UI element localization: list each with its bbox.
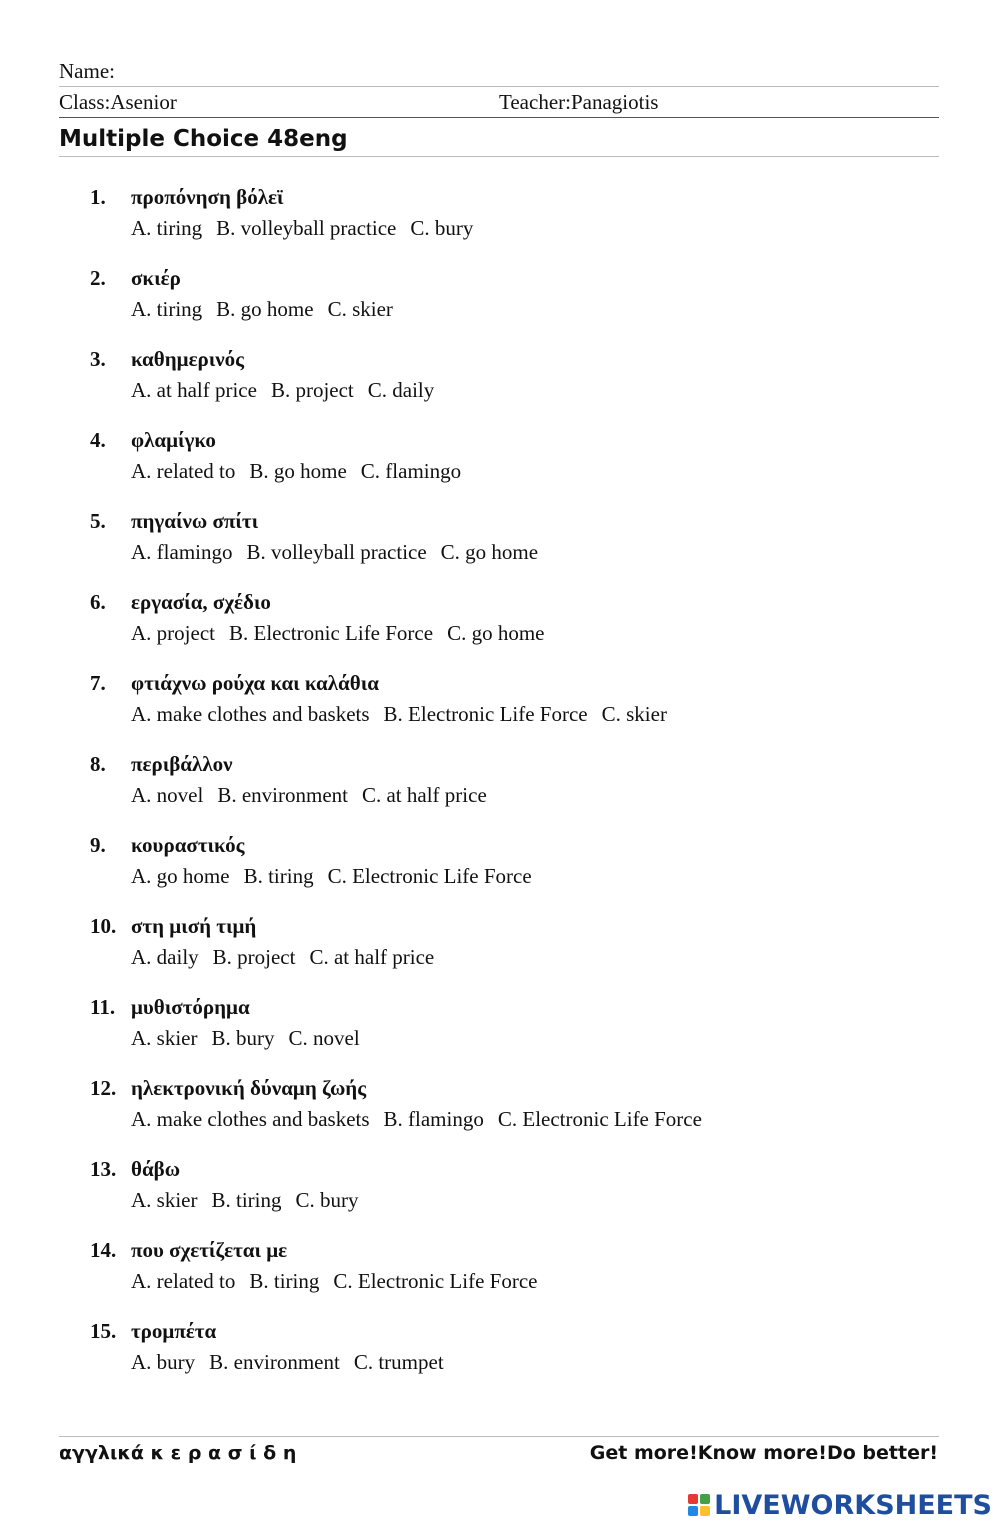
worksheet-title: Multiple Choice 48eng xyxy=(59,122,939,157)
question-text: σκιέρ xyxy=(131,266,181,290)
answer-options xyxy=(131,537,552,567)
liveworksheets-logo-text: LIVEWORKSHEETS xyxy=(714,1489,992,1521)
question-item xyxy=(0,911,1000,992)
answer-option[interactable]: B. flamingo xyxy=(383,1107,484,1131)
answer-option[interactable]: C. daily xyxy=(367,378,435,402)
question-item xyxy=(0,749,1000,830)
question-number: 5. xyxy=(90,509,106,533)
answer-option[interactable]: C. Electronic Life Force xyxy=(333,1269,538,1293)
teacher-label: Teacher:Panagiotis xyxy=(499,90,659,114)
answer-option[interactable]: A. skier xyxy=(131,1026,198,1050)
question-number: 8. xyxy=(90,752,106,776)
answer-options xyxy=(131,780,501,810)
question-text: καθημερινός xyxy=(131,347,245,371)
answer-options xyxy=(131,618,559,648)
question-number: 7. xyxy=(90,671,106,695)
answer-options xyxy=(131,861,546,891)
answer-options xyxy=(131,1023,374,1053)
question-text: μυθιστόρημα xyxy=(131,995,250,1019)
class-label: Class:Asenior xyxy=(59,90,177,114)
question-number: 10. xyxy=(90,914,117,938)
question-item xyxy=(0,587,1000,668)
answer-option[interactable]: C. at half price xyxy=(361,783,487,807)
question-number: 9. xyxy=(90,833,106,857)
answer-options xyxy=(131,699,681,729)
answer-options xyxy=(131,213,487,243)
answer-option[interactable]: C. skier xyxy=(601,702,667,726)
answer-option[interactable]: B. project xyxy=(270,378,354,402)
question-number: 3. xyxy=(90,347,106,371)
question-item xyxy=(0,992,1000,1073)
answer-option[interactable]: A. go home xyxy=(131,864,230,888)
answer-option[interactable]: B. tiring xyxy=(211,1188,282,1212)
answer-option[interactable]: C. at half price xyxy=(309,945,435,969)
answer-option[interactable]: C. trumpet xyxy=(353,1350,444,1374)
answer-option[interactable]: C. bury xyxy=(410,216,474,240)
answer-option[interactable]: B. tiring xyxy=(243,864,314,888)
answer-option[interactable]: C. skier xyxy=(327,297,393,321)
answer-option[interactable]: A. make clothes and baskets xyxy=(131,702,370,726)
question-number: 13. xyxy=(90,1157,117,1181)
answer-option[interactable]: C. go home xyxy=(440,540,539,564)
answer-option[interactable]: A. tiring xyxy=(131,216,203,240)
answer-option[interactable]: A. skier xyxy=(131,1188,198,1212)
question-number: 1. xyxy=(90,185,106,209)
answer-options xyxy=(131,1185,373,1215)
question-text: προπόνηση βόλεϊ xyxy=(131,185,284,209)
logo-square-green xyxy=(700,1494,710,1504)
liveworksheets-logo-icon xyxy=(688,1494,710,1516)
answer-options xyxy=(131,1266,551,1296)
answer-option[interactable]: C. Electronic Life Force xyxy=(497,1107,702,1131)
question-text: πηγαίνω σπίτι xyxy=(131,509,259,533)
question-item xyxy=(0,506,1000,587)
answer-option[interactable]: A. tiring xyxy=(131,297,203,321)
answer-option[interactable]: A. daily xyxy=(131,945,199,969)
question-item xyxy=(0,344,1000,425)
answer-option[interactable]: B. go home xyxy=(249,459,347,483)
question-text: τρομπέτα xyxy=(131,1319,217,1343)
footer-slogan: Get more!Know more!Do better! xyxy=(589,1442,938,1464)
name-label: Name: xyxy=(59,59,115,83)
question-number: 15. xyxy=(90,1319,117,1343)
footer-left-text: αγγλικά κ ε ρ α σ ί δ η xyxy=(59,1442,297,1464)
answer-option[interactable]: B. volleyball practice xyxy=(216,216,397,240)
answer-option[interactable]: A. make clothes and baskets xyxy=(131,1107,370,1131)
question-item xyxy=(0,830,1000,911)
logo-square-yellow xyxy=(700,1506,710,1516)
answer-option[interactable]: B. bury xyxy=(211,1026,275,1050)
footer-divider xyxy=(59,1436,939,1437)
question-number: 14. xyxy=(90,1238,117,1262)
question-text: που σχετίζεται με xyxy=(131,1238,288,1262)
question-item xyxy=(0,263,1000,344)
answer-option[interactable]: A. bury xyxy=(131,1350,196,1374)
answer-option[interactable]: B. environment xyxy=(217,783,348,807)
logo-square-red xyxy=(688,1494,698,1504)
question-item xyxy=(0,1316,1000,1397)
answer-option[interactable]: C. flamingo xyxy=(360,459,462,483)
question-number: 2. xyxy=(90,266,106,290)
question-number: 11. xyxy=(90,995,116,1019)
question-item xyxy=(0,1154,1000,1235)
answer-option[interactable]: B. go home xyxy=(216,297,314,321)
answer-option[interactable]: B. volleyball practice xyxy=(246,540,427,564)
answer-option[interactable]: C. go home xyxy=(447,621,545,645)
question-item xyxy=(0,182,1000,263)
logo-square-blue xyxy=(688,1506,698,1516)
question-text: ηλεκτρονική δύναμη ζωής xyxy=(131,1076,367,1100)
question-text: κουραστικός xyxy=(131,833,245,857)
answer-options xyxy=(131,1347,458,1377)
answer-option[interactable]: B. Electronic Life Force xyxy=(383,702,588,726)
question-list xyxy=(0,182,1000,1397)
answer-option[interactable]: C. Electronic Life Force xyxy=(327,864,532,888)
answer-option[interactable]: A. related to xyxy=(131,1269,236,1293)
question-number: 6. xyxy=(90,590,106,614)
question-number: 4. xyxy=(90,428,106,452)
answer-options xyxy=(131,375,448,405)
liveworksheets-logo xyxy=(688,1488,992,1522)
question-item xyxy=(0,1073,1000,1154)
answer-option[interactable]: B. environment xyxy=(209,1350,340,1374)
question-text: φτιάχνω ρούχα και καλάθια xyxy=(131,671,379,695)
answer-options xyxy=(131,294,407,324)
answer-options xyxy=(131,942,448,972)
answer-option[interactable]: A. related to xyxy=(131,459,236,483)
question-text: περιβάλλον xyxy=(131,752,233,776)
answer-options xyxy=(131,456,475,486)
answer-option[interactable]: A. project xyxy=(131,621,215,645)
question-item xyxy=(0,425,1000,506)
question-item xyxy=(0,1235,1000,1316)
answer-option[interactable]: B. Electronic Life Force xyxy=(228,621,434,645)
question-text: εργασία, σχέδιο xyxy=(131,590,271,614)
answer-option[interactable]: A. flamingo xyxy=(131,540,233,564)
answer-options xyxy=(131,1104,716,1134)
question-text: θάβω xyxy=(131,1157,181,1181)
class-teacher-row xyxy=(59,89,939,118)
question-text: στη μισή τιμή xyxy=(131,914,257,938)
answer-option[interactable]: C. bury xyxy=(295,1188,359,1212)
name-field xyxy=(59,58,939,87)
answer-option[interactable]: A. novel xyxy=(131,783,204,807)
answer-option[interactable]: C. novel xyxy=(288,1026,360,1050)
question-number: 12. xyxy=(90,1076,117,1100)
answer-option[interactable]: A. at half price xyxy=(131,378,257,402)
question-text: φλαμίγκο xyxy=(131,428,216,452)
question-item xyxy=(0,668,1000,749)
answer-option[interactable]: B. project xyxy=(212,945,296,969)
answer-option[interactable]: B. tiring xyxy=(249,1269,320,1293)
